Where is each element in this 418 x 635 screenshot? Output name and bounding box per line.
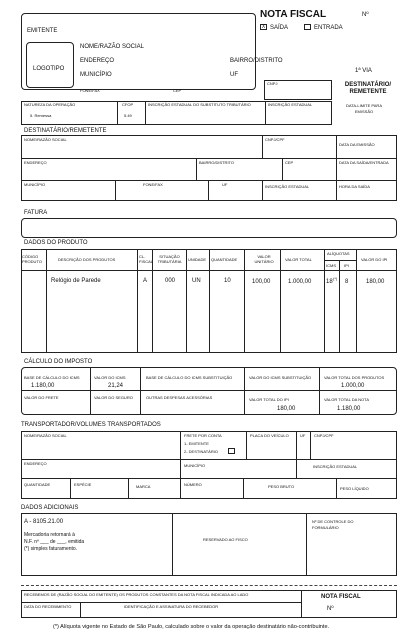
- nota-fiscal-title: NOTA FISCAL: [260, 9, 327, 20]
- base-icms-value: 1.180,00: [31, 383, 55, 389]
- product-st: 000: [165, 278, 176, 284]
- product-ipi: 8: [345, 279, 349, 285]
- cnpj-label: CNPJ: [267, 81, 278, 86]
- divider: [21, 158, 397, 159]
- recebemos-label: RECEBEMOS DE (RAZÃO SOCIAL DO EMITENTE) OS PRODUTOS CONSTANTES DA NOTA FISCAL INDICADA AO LADO: [24, 592, 249, 597]
- valor-icms-value: 21,24: [108, 383, 124, 389]
- destination-label: DESTINATÁRIO/ REMETENTE: [344, 82, 392, 95]
- divider: [196, 158, 197, 180]
- dest-fone-label: FONE/FAX: [143, 182, 163, 187]
- fatura-box: [21, 218, 397, 238]
- transp-peso-liquido-label: PESO LÍQUIDO: [340, 486, 369, 491]
- col-header: CL. FISCAL: [139, 254, 154, 264]
- product-description: Relógio de Parede: [51, 278, 101, 284]
- divider: [243, 478, 244, 499]
- logo-label: LOGOTIPO: [33, 66, 65, 72]
- divider: [244, 249, 245, 353]
- emitente-municipio-label: MUNICÍPIO: [80, 72, 112, 78]
- saida-checkbox[interactable]: X: [261, 24, 266, 30]
- col-header: SITUAÇÃO TRIBUTÁRIA: [157, 254, 182, 264]
- natureza-label: NATUREZA DA OPERAÇÃO: [24, 102, 76, 107]
- dest-cnpj-label: CNPJ/CPF: [265, 137, 285, 142]
- adicionais-line1: A - 8105.21.00: [24, 519, 64, 525]
- adicionais-line2: Mercadoria retornará à: [24, 532, 75, 538]
- divider: [339, 260, 340, 353]
- frete-conta-label: FRETE POR CONTA: [184, 433, 222, 438]
- divider: [246, 431, 247, 459]
- base-icms-label: BASE DE CÁLCULO DO ICMS: [24, 375, 80, 380]
- emitente-address-label: ENDEREÇO: [80, 58, 115, 64]
- transp-marca-label: MARCA: [136, 484, 151, 489]
- product-valor-ipi: 180,00: [366, 279, 385, 285]
- data-recebimento-label: DATA DO RECEBIMENTO: [24, 604, 72, 609]
- col-header: VALOR UNITÁRIO: [254, 254, 274, 264]
- ie-label: INSCRIÇÃO ESTADUAL: [268, 102, 313, 107]
- divider: [324, 260, 356, 261]
- transp-especie-label: ESPÉCIE: [74, 482, 92, 487]
- divider: [21, 459, 397, 460]
- divider: [319, 367, 320, 415]
- emitente-bairro-label: BAIRRO/DISTRITO: [230, 58, 283, 64]
- divider: [208, 180, 209, 201]
- ie-subst-label: INSCRIÇÃO ESTADUAL DO SUBSTITUTO TRIBUTÁRIO: [148, 102, 251, 107]
- col-header: UNIDADE: [188, 257, 207, 262]
- product-icms: 18: [326, 279, 333, 285]
- col-header: ICMS: [326, 263, 336, 268]
- frete-destinatario-label: 2- DESTINATÁRIO: [184, 449, 218, 454]
- valor-nota-label: VALOR TOTAL DA NOTA: [324, 397, 370, 402]
- destinatario-section-title: DESTINATÁRIO/REMETENTE: [24, 128, 107, 134]
- divider: [356, 249, 357, 353]
- col-header: VALOR TOTAL: [285, 257, 312, 262]
- transp-ie-label: INSCRIÇÃO ESTADUAL: [313, 464, 358, 469]
- product-unitario: 100,00: [252, 279, 271, 285]
- divider: [152, 249, 153, 353]
- dest-nome-label: NOME/RAZÃO SOCIAL: [24, 137, 67, 142]
- natureza-value: 5. Remessa: [30, 113, 52, 118]
- divider: [296, 431, 297, 478]
- divider: [265, 101, 266, 125]
- footnote: (*) Alíquota vigente no Estado de São Paulo, calculado sobre o valor da operação destinatário não-contribuinte.: [53, 624, 330, 630]
- divider: [336, 478, 337, 499]
- col-header: QUANTIDADE: [211, 257, 238, 262]
- imposto-section-title: CÁLCULO DO IMPOSTO: [24, 359, 93, 365]
- controle-label: Nº DE CONTROLE DO FORMULÁRIO: [312, 519, 354, 530]
- divider: [180, 478, 181, 499]
- divider: [306, 513, 307, 576]
- produto-section-title: DADOS DO PRODUTO: [24, 240, 88, 246]
- adicionais-section-title: DADOS ADICIONAIS: [21, 505, 79, 511]
- transp-endereco-label: ENDEREÇO: [24, 461, 47, 466]
- valor-produtos-label: VALOR TOTAL DOS PRODUTOS: [324, 375, 385, 380]
- col-header: IPI: [344, 263, 349, 268]
- adicionais-line3: N.F. nº ___ de ___, emitida: [24, 539, 85, 545]
- placa-label: PLACA DO VEÍCULO: [250, 433, 289, 438]
- col-header: ALÍQUOTAS: [327, 251, 350, 256]
- divider: [172, 513, 173, 576]
- dest-municipio-label: MUNICÍPIO: [24, 182, 46, 187]
- divider: [310, 431, 311, 459]
- nota-number-label: Nº: [362, 12, 369, 18]
- emitente-uf-label: UF: [230, 72, 238, 78]
- divider: [209, 249, 210, 353]
- product-cl: A: [143, 278, 148, 284]
- emitente-section-title: EMITENTE: [27, 28, 58, 34]
- reservado-fisco-label: RESERVADO AO FISCO: [203, 537, 248, 542]
- product-quantidade: 10: [224, 278, 231, 284]
- divider: [262, 135, 263, 158]
- base-subst-label: BASE DE CÁLCULO DO ICMS SUBSTITUIÇÃO: [146, 375, 233, 380]
- cfop-label: CFOP: [122, 102, 134, 107]
- divider: [21, 602, 301, 603]
- logo-box: [26, 42, 74, 88]
- frete-label: VALOR DO FRETE: [24, 395, 59, 400]
- divider: [262, 180, 263, 201]
- valor-produtos-value: 1.000,00: [341, 383, 365, 389]
- canhoto-nf-number: Nº: [327, 606, 334, 612]
- dest-endereco-label: ENDEREÇO: [24, 160, 47, 165]
- dest-cep-label: CEP: [285, 160, 294, 165]
- divider: [90, 367, 91, 415]
- divider: [140, 367, 141, 415]
- via-label: 1ª VIA: [355, 68, 372, 74]
- divider: [46, 249, 47, 353]
- transportador-section-title: TRANSPORTADOR/VOLUMES TRANSPORTADOS: [21, 422, 161, 428]
- emitente-cep-label: CEP: [173, 88, 182, 93]
- dest-ie-label: INSCRIÇÃO ESTADUAL: [265, 184, 310, 189]
- outras-label: OUTRAS DESPESAS ACESSÓRIAS: [146, 395, 213, 400]
- dest-uf-label: UF: [222, 182, 228, 187]
- cut-line: [21, 585, 397, 586]
- adicionais-line4: (*) simples faturamento.: [24, 546, 78, 552]
- divider: [115, 180, 116, 201]
- transp-quantidade-label: QUANTIDADE: [24, 482, 51, 487]
- valor-icms-label: VALOR DO ICMS: [94, 375, 126, 380]
- frete-checkbox[interactable]: [228, 448, 235, 454]
- dest-data-saida-label: DATA DA SAÍDA/ENTRADA: [339, 160, 389, 165]
- transp-uf-label: UF: [300, 433, 306, 438]
- col-header: CÓDIGO PRODUTO: [22, 254, 42, 264]
- identificacao-label: IDENTIFICAÇÃO E ASSINATURA DO RECEBEDOR: [124, 604, 219, 609]
- transp-numero-label: NÚMERO: [184, 482, 202, 487]
- emitente-fone-label: FONE/FAX: [80, 88, 100, 93]
- divider: [21, 478, 397, 479]
- frete-emitente-label: 1- EMITENTE: [184, 441, 209, 446]
- saida-label: SAÍDA: [270, 25, 289, 31]
- dest-data-emissao-label: DATA DA EMISSÃO: [339, 142, 375, 147]
- divider: [145, 101, 146, 125]
- product-icms-ref: (*): [333, 276, 338, 281]
- valor-subst-label: VALOR DO ICMS SUBSTITUIÇÃO: [249, 375, 312, 380]
- divider: [336, 135, 337, 201]
- divider: [280, 249, 281, 353]
- col-header: DESCRIÇÃO DOS PRODUTOS: [58, 257, 116, 262]
- divider: [128, 478, 129, 499]
- divider: [186, 249, 187, 353]
- dest-hora-label: HORA DA SAÍDA: [339, 184, 370, 189]
- divider: [137, 249, 138, 353]
- data-limite-label: DATA-LIMITE PARA EMISSÃO: [345, 103, 382, 114]
- entrada-label: ENTRADA: [314, 25, 343, 31]
- transp-cnpj-label: CNPJ/CPF: [314, 433, 334, 438]
- valor-ipi-value: 180,00: [277, 406, 296, 412]
- divider: [21, 390, 397, 391]
- divider: [117, 101, 118, 125]
- divider: [282, 158, 283, 180]
- emitente-name-label: NOME/RAZÃO SOCIAL: [80, 44, 145, 50]
- dest-bairro-label: BAIRRO/DISTRITO: [199, 160, 235, 165]
- transp-peso-bruto-label: PESO BRUTO: [268, 484, 295, 489]
- product-unidade: UN: [192, 278, 201, 284]
- col-header: VALOR DO IPI: [361, 257, 388, 262]
- transp-municipio-label: MUNICÍPIO: [184, 463, 206, 468]
- entrada-checkbox[interactable]: [304, 24, 311, 30]
- valor-ipi-label: VALOR TOTAL DO IPI: [249, 397, 289, 402]
- canhoto-nf-title: NOTA FISCAL: [321, 594, 361, 600]
- divider: [80, 602, 81, 618]
- transp-razao-label: NOME/RAZÃO SOCIAL: [24, 433, 67, 438]
- valor-nota-value: 1.180,00: [337, 406, 361, 412]
- divider: [324, 249, 325, 353]
- divider: [244, 367, 245, 415]
- divider: [21, 180, 397, 181]
- seguro-label: VALOR DO SEGURO: [94, 395, 133, 400]
- divider: [301, 590, 302, 618]
- fatura-section-title: FATURA: [24, 210, 48, 216]
- divider: [180, 431, 181, 478]
- divider: [70, 478, 71, 499]
- product-total: 1.000,00: [288, 279, 312, 285]
- cfop-value: 5.49: [124, 113, 132, 118]
